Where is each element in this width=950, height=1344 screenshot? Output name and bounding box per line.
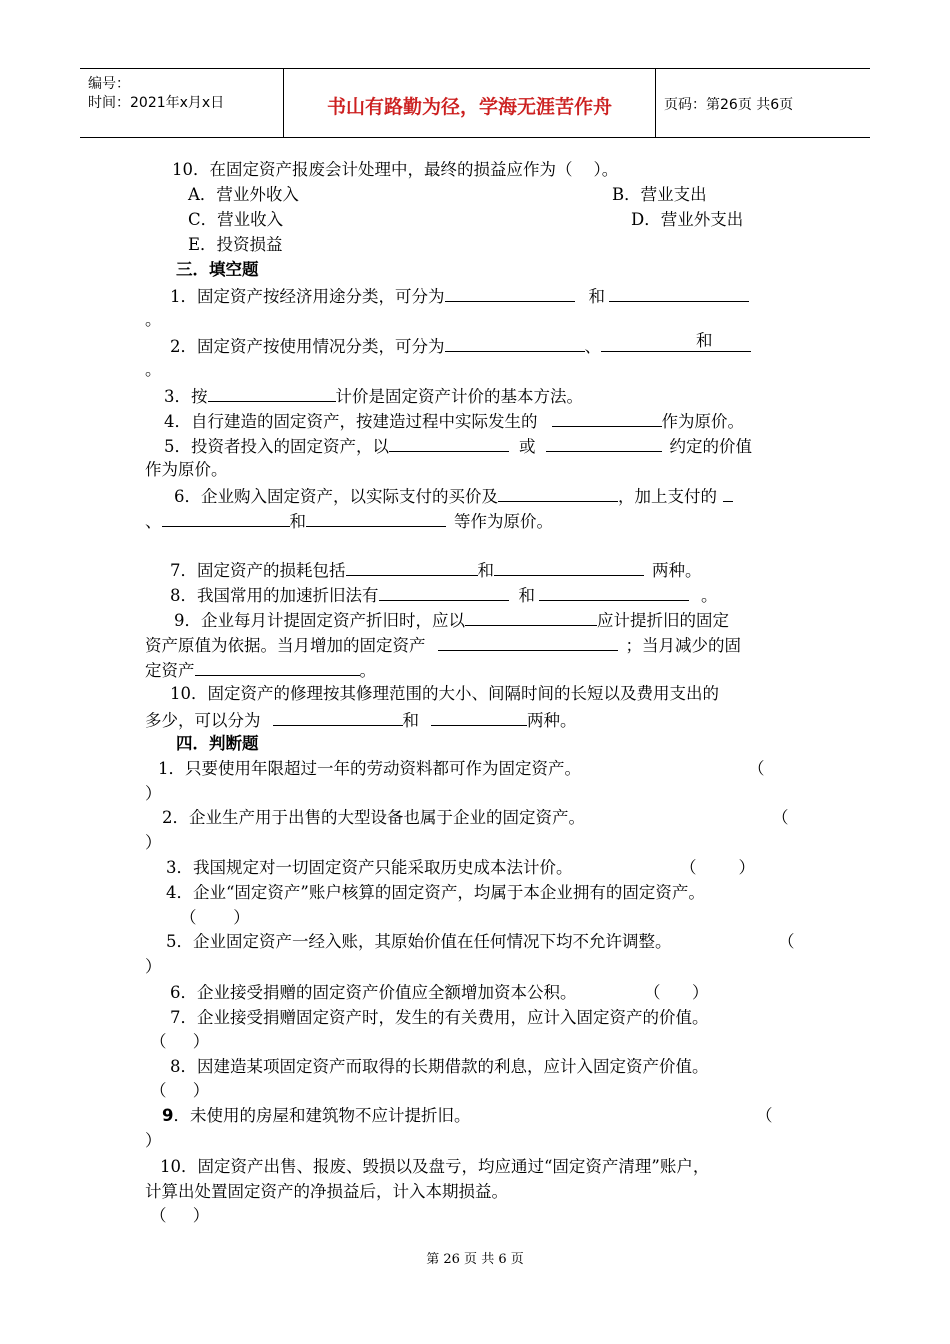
tf-q10-paren: （ ） (150, 1206, 210, 1225)
tf-q9-paren-open: （ (756, 1106, 773, 1125)
fill-q5-cont: 作为原价。 (145, 460, 228, 479)
fill-q7-text: 7．固定资产的损耗包括 (170, 561, 346, 580)
fill-q9 (174, 609, 729, 631)
tf-q10: 10．固定资产出售、报废、毁损以及盘亏，均应通过“固定资产清理”账户， (160, 1157, 710, 1176)
fill-q4 (164, 410, 744, 432)
tf-q5-paren-close: ） (145, 957, 162, 976)
blank (445, 335, 585, 352)
blank (494, 559, 644, 576)
fill-q2-text: 2．固定资产按使用情况分类，可分为 (170, 337, 445, 356)
fill-q1 (170, 285, 749, 307)
fill-q2 (170, 331, 751, 357)
blank (306, 510, 446, 527)
fill-q2-and: 和 (696, 331, 713, 350)
tf-q6-paren: （ ） (644, 983, 709, 1002)
fill-q3-rest: 计价是固定资产计价的基本方法。 (335, 387, 583, 406)
tf-q10-line2: 计算出处置固定资产的净损益后，计入本期损益。 (145, 1182, 508, 1201)
fill-q6 (174, 485, 733, 507)
blank (552, 410, 662, 427)
fill-q9-text2: 资产原值为依据。当月增加的固定资产 (145, 636, 426, 655)
fill-q9-rest2: ；当月减少的固 (625, 636, 741, 655)
blank (273, 709, 403, 726)
tf-q9 (162, 1106, 470, 1126)
tf-q5-paren-open: （ (778, 932, 795, 951)
fill-q6-text: 6．企业购入固定资产，以实际支付的买价及 (174, 487, 498, 506)
mc-option-b: B．营业支出 (612, 185, 707, 204)
fill-q7-and: 和 (477, 561, 494, 580)
tf-q6: 6．企业接受捐赠的固定资产价值应全额增加资本公积。 (170, 983, 577, 1002)
tf-q2-paren-open: （ (772, 808, 789, 827)
serial-label: 编号： (88, 76, 130, 92)
blank (445, 285, 575, 302)
mc-question-10: 10．在固定资产报废会计处理中，最终的损益应作为（ ）。 (172, 160, 619, 179)
tf-q1-paren-close: ） (145, 784, 162, 803)
fill-q1-and: 和 (588, 287, 605, 306)
fill-q9-line2 (145, 634, 741, 656)
tf-q4: 4．企业“固定资产”账户核算的固定资产，均属于本企业拥有的固定资产。 (166, 883, 705, 902)
page-label: 页码：第26页 共6页 (664, 97, 794, 113)
section-title-fill: 三．填空题 (176, 260, 259, 279)
tf-q9-text: ．未使用的房屋和建筑物不应计提折旧。 (173, 1106, 471, 1125)
fill-q6-cont (145, 510, 553, 532)
fill-q5 (164, 435, 752, 457)
tf-q8: 8．因建造某项固定资产而取得的长期借款的利息，应计入固定资产价值。 (170, 1057, 709, 1076)
fill-q5-rest: 约定的价值 (669, 437, 752, 456)
fill-q4-rest: 作为原价。 (661, 412, 744, 431)
fill-q3-text: 3．按 (164, 387, 208, 406)
tf-q2-paren-close: ） (145, 833, 162, 852)
tf-q1: 1．只要使用年限超过一年的劳动资料都可作为固定资产。 (158, 759, 581, 778)
fill-q4-text: 4．自行建造的固定资产，按建造过程中实际发生的 (164, 412, 538, 431)
fill-q8-rest: 。 (701, 586, 718, 605)
page-footer: 第 26 页 共 6 页 (426, 1252, 524, 1267)
fill-q9-text: 9．企业每月计提固定资产折旧时，应以 (174, 611, 465, 630)
fill-q8-and: 和 (518, 586, 535, 605)
tf-q8-paren: （ ） (150, 1081, 210, 1100)
fill-q1-text: 1．固定资产按经济用途分类，可分为 (170, 287, 445, 306)
blank (379, 584, 509, 601)
fill-q6-sep: 、 (145, 512, 162, 531)
header-motto-cell (283, 69, 656, 137)
fill-q2-sep: 、 (584, 337, 601, 356)
blank (438, 634, 618, 651)
blank (539, 584, 689, 601)
tf-q7: 7．企业接受捐赠固定资产时，发生的有关费用，应计入固定资产的价值。 (170, 1008, 709, 1027)
fill-q6-and: 和 (289, 512, 306, 531)
motto: 书山有路勤为径，学海无涯苦作舟 (326, 96, 612, 118)
fill-q7 (170, 559, 702, 581)
fill-q10-text2: 多少，可以分为 (145, 711, 261, 730)
mc-option-d: D．营业外支出 (631, 210, 744, 229)
fill-q7-rest: 两种。 (652, 561, 702, 580)
fill-q9-end: 。 (359, 661, 376, 680)
fill-q10-and: 和 (402, 711, 419, 730)
fill-q5-text: 5．投资者投入的固定资产，以 (164, 437, 389, 456)
blank (546, 435, 662, 452)
blank (346, 559, 478, 576)
blank (465, 609, 597, 626)
fill-q9-line3 (145, 659, 376, 681)
blank (498, 485, 618, 502)
fill-q10-rest: 两种。 (527, 711, 577, 730)
page-header (80, 68, 870, 138)
tf-q7-paren: （ ） (150, 1032, 210, 1051)
blank (208, 385, 336, 402)
tf-q9-paren-close: ） (145, 1131, 162, 1150)
blank (723, 485, 733, 502)
blank (195, 659, 360, 676)
mc-option-e: E．投资损益 (188, 235, 283, 254)
mc-option-c: C．营业收入 (188, 210, 284, 229)
fill-q2-end: 。 (145, 360, 162, 379)
fill-q6-rest: 等作为原价。 (454, 512, 553, 531)
section-title-tf: 四．判断题 (176, 734, 259, 753)
fill-q8-text: 8．我国常用的加速折旧法有 (170, 586, 379, 605)
fill-q8 (170, 584, 718, 606)
fill-q6-mid: ，加上支付的 (618, 487, 717, 506)
tf-q4-paren: （ ） (180, 908, 250, 927)
tf-q3-paren: （ ） (680, 858, 755, 877)
fill-q9-text3: 定资产 (145, 661, 195, 680)
fill-q10-line2 (145, 709, 577, 731)
tf-q3: 3．我国规定对一切固定资产只能采取历史成本法计价。 (166, 858, 573, 877)
fill-q1-end: 。 (145, 310, 162, 329)
blank (609, 285, 749, 302)
tf-q1-paren-open: （ (748, 759, 765, 778)
blank (601, 331, 751, 352)
tf-q5: 5．企业固定资产一经入账，其原始价值在任何情况下均不允许调整。 (166, 932, 672, 951)
fill-q10: 10．固定资产的修理按其修理范围的大小、间隔时间的长短以及费用支出的 (170, 684, 719, 703)
blank (162, 510, 290, 527)
mc-option-a: A．营业外收入 (188, 185, 299, 204)
fill-q3 (164, 385, 583, 407)
header-meta (80, 69, 283, 137)
fill-q5-or: 或 (519, 437, 536, 456)
tf-q9-num: 9 (162, 1106, 174, 1125)
fill-q9-rest: 应计提折旧的固定 (597, 611, 729, 630)
blank (431, 709, 527, 726)
time-label: 时间：2021年x月x日 (88, 95, 225, 111)
tf-q2: 2．企业生产用于出售的大型设备也属于企业的固定资产。 (162, 808, 585, 827)
blank (389, 435, 509, 452)
